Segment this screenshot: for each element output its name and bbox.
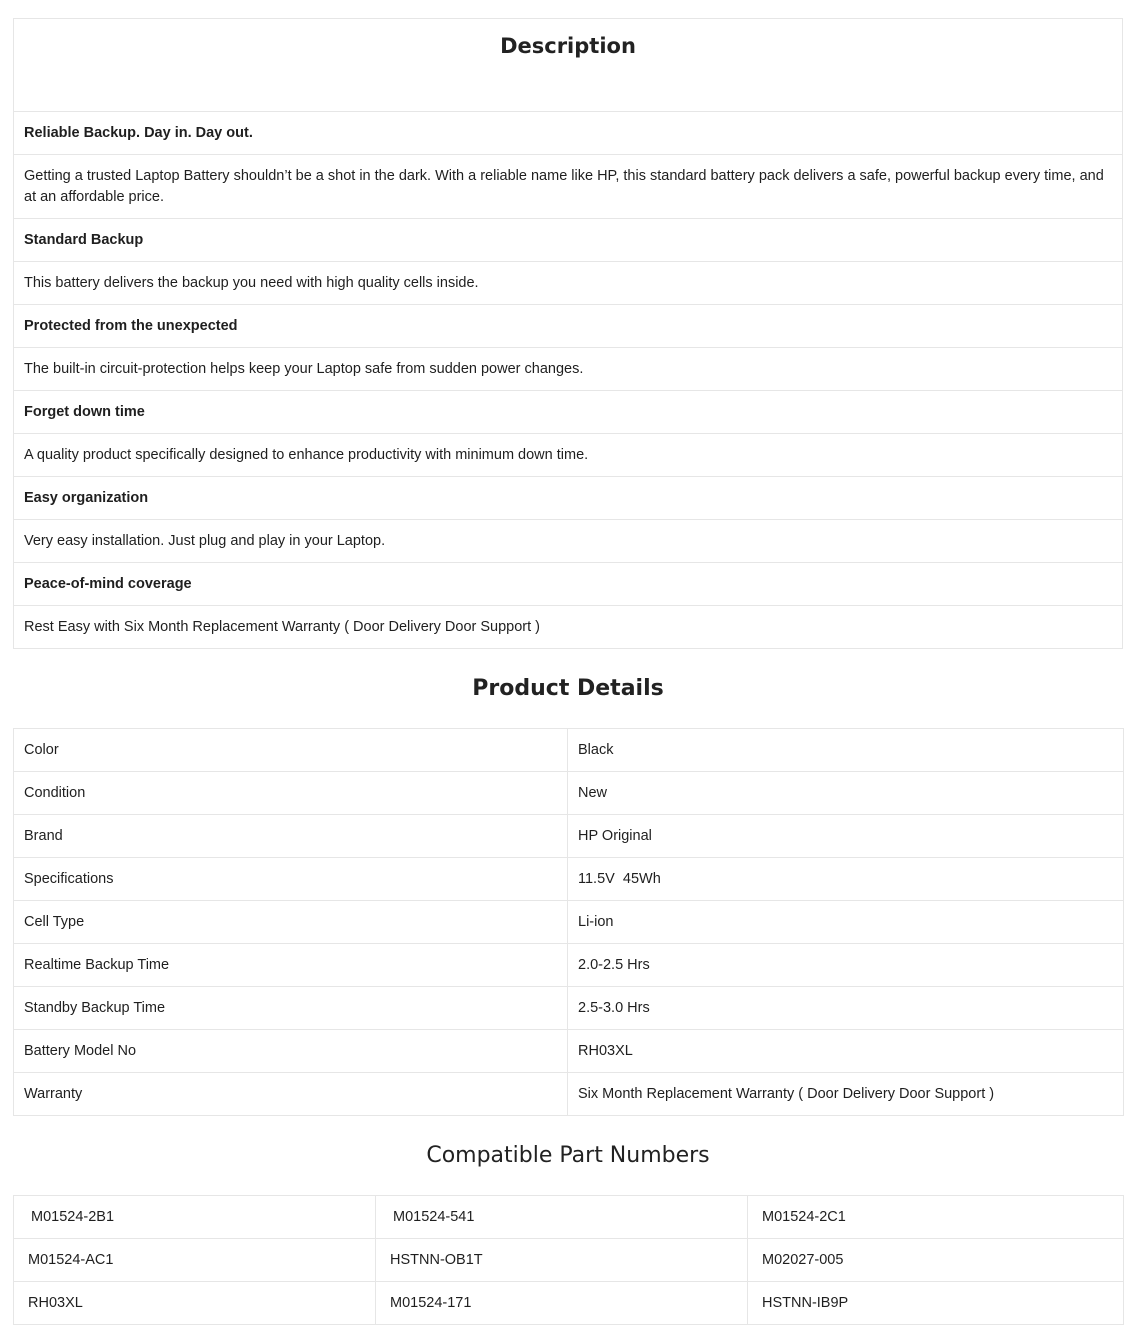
part-number: M02027-005 xyxy=(748,1239,1124,1282)
part-number: M01524-2C1 xyxy=(748,1196,1124,1239)
feature-text: This battery delivers the backup you need with high quality cells inside. xyxy=(14,262,1123,305)
feature-text: Rest Easy with Six Month Replacement Warranty ( Door Delivery Door Support ) xyxy=(14,606,1123,649)
feature-text: Very easy installation. Just plug and play in your Laptop. xyxy=(14,520,1123,563)
description-heading-row xyxy=(14,563,1123,606)
product-details-title: Product Details xyxy=(472,676,664,701)
feature-heading: Reliable Backup. Day in. Day out. xyxy=(14,112,1123,155)
part-number: M01524-171 xyxy=(376,1282,748,1325)
detail-value: Black xyxy=(568,729,1124,772)
product-details-table xyxy=(13,728,1124,1116)
part-number: M01524-541 xyxy=(376,1196,748,1239)
compatible-parts-table xyxy=(13,1195,1124,1325)
description-heading-row xyxy=(14,219,1123,262)
detail-value: HP Original xyxy=(568,815,1124,858)
description-body-row xyxy=(14,606,1123,649)
detail-row-specifications xyxy=(14,858,1124,901)
detail-label: Battery Model No xyxy=(14,1030,568,1073)
detail-row-model-no xyxy=(14,1030,1124,1073)
feature-heading: Forget down time xyxy=(14,391,1123,434)
detail-row-brand xyxy=(14,815,1124,858)
description-body-row xyxy=(14,262,1123,305)
description-title-cell xyxy=(14,19,1123,112)
description-title: Description xyxy=(500,34,636,58)
description-table xyxy=(13,18,1123,649)
detail-label: Specifications xyxy=(14,858,568,901)
feature-text: The built-in circuit-protection helps keep your Laptop safe from sudden power changes. xyxy=(14,348,1123,391)
description-heading-row xyxy=(14,477,1123,520)
detail-row-condition xyxy=(14,772,1124,815)
feature-text: A quality product specifically designed to enhance productivity with minimum down time. xyxy=(14,434,1123,477)
detail-value: 2.0-2.5 Hrs xyxy=(568,944,1124,987)
part-number: HSTNN-IB9P xyxy=(748,1282,1124,1325)
detail-row-warranty xyxy=(14,1073,1124,1116)
detail-label: Standby Backup Time xyxy=(14,987,568,1030)
part-number: HSTNN-OB1T xyxy=(376,1239,748,1282)
description-body-row xyxy=(14,155,1123,219)
detail-value: Li-ion xyxy=(568,901,1124,944)
feature-heading: Standard Backup xyxy=(14,219,1123,262)
part-number: RH03XL xyxy=(14,1282,376,1325)
compatible-parts-title: Compatible Part Numbers xyxy=(426,1143,710,1168)
detail-label: Condition xyxy=(14,772,568,815)
detail-label: Color xyxy=(14,729,568,772)
description-title-row xyxy=(14,19,1123,112)
description-heading-row xyxy=(14,391,1123,434)
detail-value: Six Month Replacement Warranty ( Door Delivery Door Support ) xyxy=(568,1073,1124,1116)
detail-label: Brand xyxy=(14,815,568,858)
feature-text: Getting a trusted Laptop Battery shouldn’t be a shot in the dark. With a reliable name like HP, this standard battery pack delivers a safe, powerful backup every time, and at an affordable price. xyxy=(14,155,1123,219)
detail-value: 11.5V 45Wh xyxy=(568,858,1124,901)
part-number: M01524-AC1 xyxy=(14,1239,376,1282)
detail-value: 2.5-3.0 Hrs xyxy=(568,987,1124,1030)
detail-label: Cell Type xyxy=(14,901,568,944)
detail-label: Warranty xyxy=(14,1073,568,1116)
detail-value: RH03XL xyxy=(568,1030,1124,1073)
detail-value: New xyxy=(568,772,1124,815)
detail-row-color xyxy=(14,729,1124,772)
detail-row-realtime-backup xyxy=(14,944,1124,987)
part-number: M01524-2B1 xyxy=(14,1196,376,1239)
feature-heading: Peace-of-mind coverage xyxy=(14,563,1123,606)
part-row xyxy=(14,1282,1124,1325)
feature-heading: Protected from the unexpected xyxy=(14,305,1123,348)
description-body-row xyxy=(14,348,1123,391)
detail-row-standby-backup xyxy=(14,987,1124,1030)
description-heading-row xyxy=(14,112,1123,155)
description-body-row xyxy=(14,520,1123,563)
description-heading-row xyxy=(14,305,1123,348)
detail-row-cell-type xyxy=(14,901,1124,944)
part-row xyxy=(14,1196,1124,1239)
detail-label: Realtime Backup Time xyxy=(14,944,568,987)
description-body-row xyxy=(14,434,1123,477)
part-row xyxy=(14,1239,1124,1282)
feature-heading: Easy organization xyxy=(14,477,1123,520)
